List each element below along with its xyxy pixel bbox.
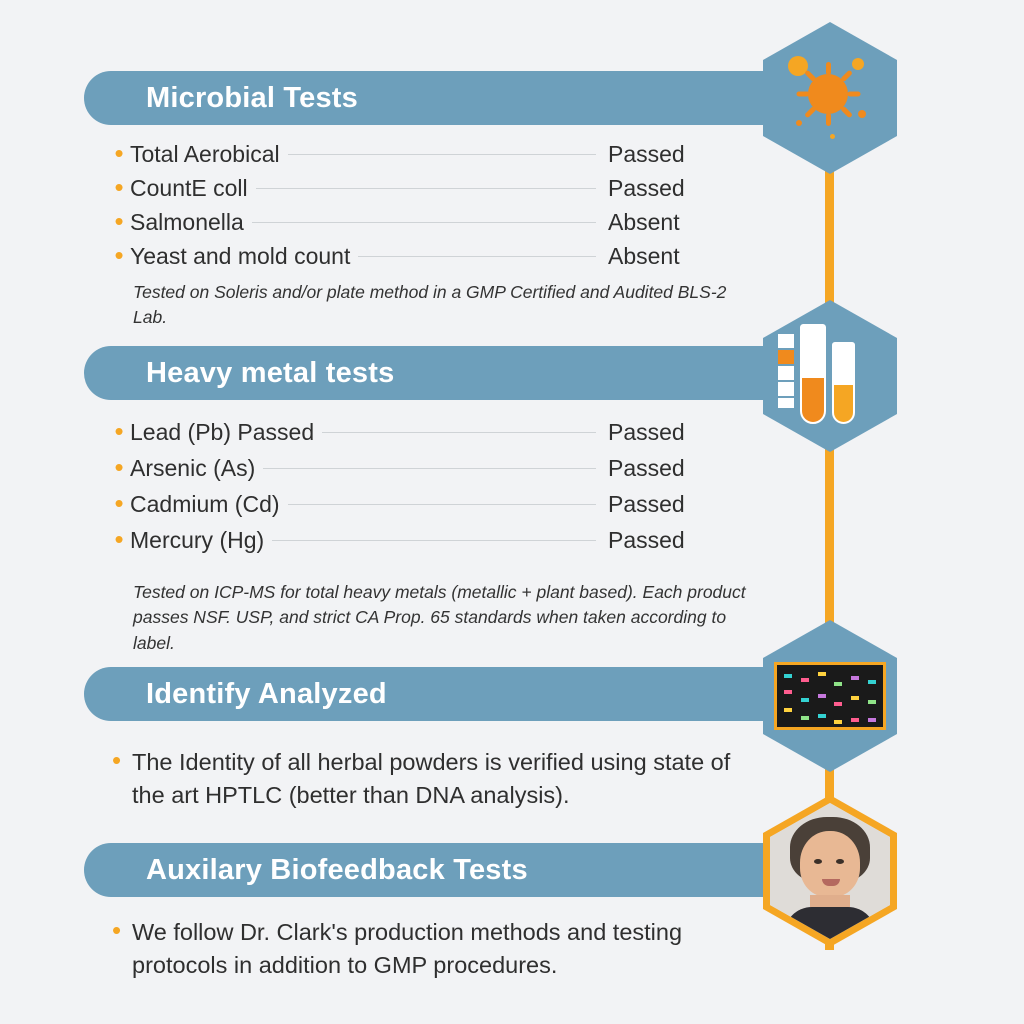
tube-fill <box>802 378 824 422</box>
gel-band <box>801 678 809 682</box>
section-paragraph-auxiliary <box>112 916 752 983</box>
result-value: Absent <box>608 209 680 235</box>
germ-spike-icon <box>826 113 831 126</box>
germ-spike-icon <box>804 106 817 119</box>
rack-slot <box>778 382 794 398</box>
germ-dot-icon <box>830 134 835 139</box>
gel-band <box>784 674 792 678</box>
gel-lane <box>818 668 826 724</box>
result-label: Arsenic (As) <box>130 455 256 481</box>
leader-line <box>263 468 596 469</box>
gel-band <box>868 718 876 722</box>
germ-spike-icon <box>840 70 853 83</box>
paragraph-text: We follow Dr. Clark's production methods and testing protocols in addition to GMP procedures. <box>132 919 683 979</box>
result-row <box>108 140 728 174</box>
leader-line <box>322 432 596 433</box>
section-header-heavy-metals <box>84 346 834 400</box>
rack-slot <box>778 398 794 414</box>
result-value: Passed <box>608 141 685 167</box>
bullet-icon: • <box>114 524 124 554</box>
section-note: Tested on Soleris and/or plate method in a GMP Certified and Audited BLS-2 Lab. <box>133 282 727 328</box>
leader-line <box>256 188 596 189</box>
result-label: Mercury (Hg) <box>130 527 265 553</box>
face-shape <box>800 831 860 897</box>
gel-band <box>868 700 876 704</box>
test-tubes-glyph <box>770 316 890 436</box>
results-list-microbial <box>108 140 728 276</box>
bullet-icon: • <box>114 452 124 482</box>
gel-lane <box>801 668 809 724</box>
result-row <box>108 174 728 208</box>
leader-line <box>252 222 596 223</box>
gel-band <box>784 690 792 694</box>
result-value: Passed <box>608 527 685 553</box>
result-label: Yeast and mold count <box>130 243 351 269</box>
result-value: Passed <box>608 419 685 445</box>
germ-spike-icon <box>848 92 861 97</box>
gel-strip-icon <box>763 620 897 772</box>
gel-electrophoresis-glyph <box>774 662 886 730</box>
section-header-identity <box>84 667 834 721</box>
gel-band <box>851 718 859 722</box>
paragraph-text: The Identity of all herbal powders is verified using state of the art HPTLC (better than DNA analysis). <box>132 749 731 809</box>
germ-spike-icon <box>826 62 831 75</box>
results-list-heavy-metals <box>108 418 728 562</box>
result-label: Total Aerobical <box>130 141 280 167</box>
gel-band <box>818 694 826 698</box>
bullet-icon: • <box>114 172 124 202</box>
result-value: Passed <box>608 455 685 481</box>
gel-lane <box>834 668 842 724</box>
result-label: Lead (Pb) Passed <box>130 419 315 445</box>
section-title: Microbial Tests <box>146 81 358 114</box>
bullet-icon: • <box>112 915 122 945</box>
section-paragraph-identity <box>112 746 752 813</box>
bullet-icon: • <box>114 488 124 518</box>
tube-fill <box>834 385 853 422</box>
result-label: Cadmium (Cd) <box>130 491 280 517</box>
result-label: CountE coll <box>130 175 248 201</box>
section-title: Auxilary Biofeedback Tests <box>146 853 528 886</box>
leader-line <box>272 540 596 541</box>
section-title: Identify Analyzed <box>146 677 387 710</box>
test-tube-large-icon <box>800 324 826 424</box>
gel-band <box>818 714 826 718</box>
gel-band <box>784 708 792 712</box>
section-header-microbial <box>84 71 834 125</box>
result-value: Passed <box>608 175 685 201</box>
result-row <box>108 242 728 276</box>
gel-lane <box>868 668 876 724</box>
gel-lane <box>851 668 859 724</box>
bullet-icon: • <box>114 240 124 270</box>
gel-band <box>801 698 809 702</box>
germ-dot-icon <box>796 120 802 126</box>
microbe-glyph <box>770 38 890 158</box>
leader-line <box>358 256 596 257</box>
gel-band <box>851 696 859 700</box>
result-row <box>108 490 728 526</box>
germ-spike-icon <box>840 106 853 119</box>
section-title: Heavy metal tests <box>146 356 395 389</box>
rack-slot <box>778 350 794 366</box>
result-row <box>108 418 728 454</box>
result-value: Absent <box>608 243 680 269</box>
gel-band <box>834 720 842 724</box>
rack-slot <box>778 366 794 382</box>
bullet-icon: • <box>114 416 124 446</box>
result-value: Passed <box>608 491 685 517</box>
bullet-icon: • <box>112 745 122 775</box>
section-header-auxiliary <box>84 843 834 897</box>
rack-icon <box>778 334 794 408</box>
germ-spike-icon <box>804 70 817 83</box>
result-row <box>108 526 728 562</box>
bullet-icon: • <box>114 138 124 168</box>
rack-slot <box>778 334 794 350</box>
eye-shape <box>836 859 844 864</box>
germ-dot-icon <box>858 110 866 118</box>
result-label: Salmonella <box>130 209 244 235</box>
leader-line <box>288 504 596 505</box>
gel-band <box>818 672 826 676</box>
bullet-icon: • <box>114 206 124 236</box>
gel-band <box>801 716 809 720</box>
microbe-icon <box>763 22 897 174</box>
germ-spike-icon <box>797 92 810 97</box>
gel-band <box>834 682 842 686</box>
eye-shape <box>814 859 822 864</box>
result-row <box>108 454 728 490</box>
test-tube-small-icon <box>832 342 855 424</box>
test-tubes-icon <box>763 300 897 452</box>
gel-band <box>868 680 876 684</box>
gel-band <box>851 676 859 680</box>
gel-band <box>834 702 842 706</box>
leader-line <box>288 154 596 155</box>
germ-small-icon <box>852 58 864 70</box>
section-note: Tested on ICP-MS for total heavy metals (metallic + plant based). Each product passes NSF. USP, and strict CA Prop. 65 standards when taken according to label. <box>133 582 746 653</box>
gel-lane <box>784 668 792 724</box>
result-row <box>108 208 728 242</box>
